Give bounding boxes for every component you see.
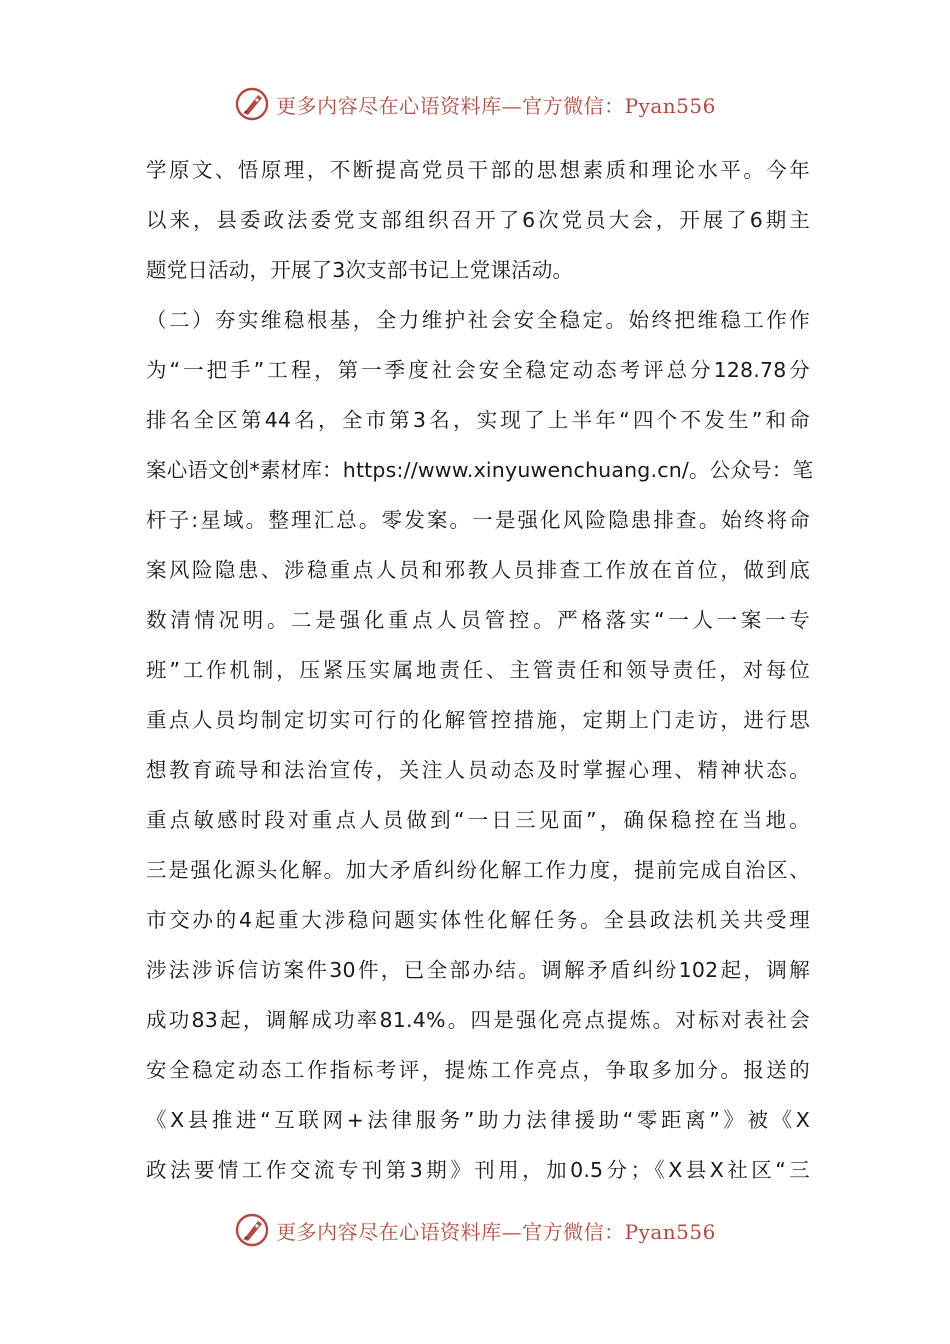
body-line: 涉法涉诉信访案件30件，已全部办结。调解矛盾纠纷102起，调解: [146, 958, 810, 982]
footer-watermark-banner: [0, 1210, 950, 1250]
body-line: 数清情况明。二是强化重点人员管控。严格落实“一人一案一专: [146, 608, 810, 632]
body-line: 安全稳定动态工作指标考评，提炼工作亮点，争取多加分。报送的: [146, 1058, 810, 1082]
body-line: 重点敏感时段对重点人员做到“一日三见面”，确保稳控在当地。: [146, 808, 810, 832]
body-line: 题党日活动，开展了3次支部书记上党课活动。: [146, 258, 574, 282]
body-line: （二）夯实维稳根基，全力维护社会安全稳定。始终把维稳工作作: [146, 308, 810, 332]
body-line: 想教育疏导和法治宣传，关注人员动态及时掌握心理、精神状态。: [146, 758, 810, 782]
body-line: 《X县推进“互联网+法律服务”助力法律援助“零距离”》被《X: [146, 1108, 810, 1132]
body-line: 市交办的4起重大涉稳问题实体性化解任务。全县政法机关共受理: [146, 908, 810, 932]
body-line: 杆子:星域。整理汇总。零发案。一是强化风险隐患排查。始终将命: [146, 508, 810, 532]
body-line: 成功83起，调解成功率81.4%。四是强化亮点提炼。对标对表社会: [146, 1008, 810, 1032]
body-line: 重点人员均制定切实可行的化解管控措施，定期上门走访，进行思: [146, 708, 810, 732]
body-line: 学原文、悟原理，不断提高党员干部的思想素质和理论水平。今年: [146, 158, 810, 182]
pen-nib-circle-icon: [234, 1212, 270, 1248]
body-line: 政法要情工作交流专刊第3期》刊用，加0.5分；《X县X社区“三: [146, 1158, 810, 1182]
pen-nib-circle-icon: [234, 86, 270, 122]
header-watermark-banner: [0, 84, 950, 124]
header-watermark-text: 更多内容尽在心语资料库—官方微信：Pyan556: [276, 93, 716, 118]
body-line: 案风险隐患、涉稳重点人员和邪教人员排查工作放在首位，做到底: [146, 558, 810, 582]
body-line: 案心语文创*素材库：https://www.xinyuwenchuang.cn/。公众号：笔: [146, 458, 814, 482]
body-line: 为“一把手”工程，第一季度社会安全稳定动态考评总分128.78分: [146, 358, 810, 382]
document-body: [146, 148, 814, 1198]
body-line: 排名全区第44名，全市第3名，实现了上半年“四个不发生”和命: [146, 408, 810, 432]
footer-watermark-text: 更多内容尽在心语资料库—官方微信：Pyan556: [276, 1219, 716, 1244]
body-line: 以来，县委政法委党支部组织召开了6次党员大会，开展了6期主: [146, 208, 810, 232]
body-line: 班”工作机制，压紧压实属地责任、主管责任和领导责任，对每位: [146, 658, 810, 682]
body-line: 三是强化源头化解。加大矛盾纠纷化解工作力度，提前完成自治区、: [146, 858, 810, 882]
